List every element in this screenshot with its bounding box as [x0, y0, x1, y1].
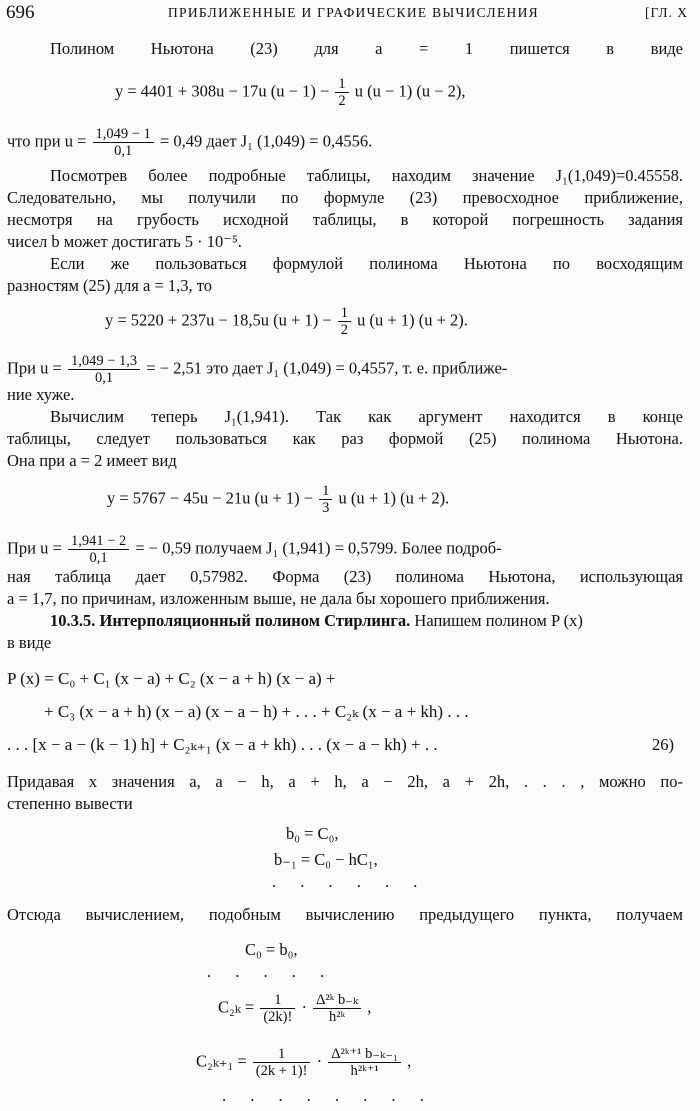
- comma: ,: [367, 997, 372, 1017]
- ellipsis-row: . . . . .: [207, 962, 335, 981]
- stirling-eq-line-3: . . . [x − a − (k − 1) h] + C₂ₖ₊₁ (x − a + kh) . . . (x − a − kh) + . .: [7, 735, 438, 754]
- running-header: [6, 2, 688, 24]
- equation-rhs: u (u − 1) (u − 2),: [354, 81, 466, 101]
- ellipsis-row: . . . . . .: [272, 872, 428, 891]
- fraction: [319, 483, 332, 516]
- fraction-numerator: 1: [338, 305, 351, 322]
- section-number: 10.3.5.: [50, 611, 96, 630]
- fraction-denominator: h²ᵏ⁺¹: [350, 1063, 379, 1079]
- equation-lhs: y = 4401 + 308u − 17u (u − 1) −: [115, 81, 330, 101]
- b0-equation: b₀ = C₀,: [286, 824, 339, 843]
- equation-rhs: u (u + 1) (u + 2).: [357, 310, 468, 330]
- fraction: [335, 76, 348, 109]
- section-heading: [50, 610, 583, 632]
- text-fragment: что при u =: [7, 131, 87, 151]
- text-fragment: = − 2,51 это дает J₁ (1,049) = 0,4557, т. е. приближе-: [146, 358, 508, 378]
- text-line: степенно вывести: [7, 794, 133, 813]
- fraction-denominator: (2k)!: [263, 1009, 293, 1025]
- text-line: Следовательно, мы получили по формуле (23) превосходное приближение,: [7, 188, 683, 207]
- fraction: [93, 126, 154, 159]
- fraction-denominator: (2k + 1)!: [255, 1063, 308, 1079]
- equation-newton-1: [115, 76, 466, 109]
- text-fragment: При u =: [7, 538, 62, 558]
- b-1-equation: b₋₁ = C₀ − hC₁,: [274, 850, 378, 869]
- fraction-denominator: 3: [322, 500, 330, 516]
- fraction-numerator: 1,049 − 1: [93, 126, 154, 143]
- stirling-eq-line-2: + C₃ (x − a + h) (x − a) (x − a − h) + . . . + C₂ₖ (x − a + kh) . . .: [44, 702, 469, 721]
- fraction-numerator: 1: [253, 1046, 311, 1063]
- fraction-numerator: 1: [319, 483, 332, 500]
- c2k1-equation: [196, 1046, 411, 1079]
- fraction-numerator: 1: [335, 76, 348, 93]
- ellipsis-row: . . . . . . . .: [222, 1086, 434, 1105]
- text-line: несмотря на грубость исходной таблицы, в которой погрешность задания: [7, 210, 683, 229]
- fraction: [328, 1046, 401, 1079]
- text-fragment: При u =: [7, 358, 62, 378]
- equation-rhs: u (u + 1) (u + 2).: [338, 488, 450, 508]
- c2k-equation: [218, 992, 371, 1025]
- fraction: [260, 992, 295, 1025]
- fraction-numerator: Δ²ᵏ b₋ₖ: [313, 992, 361, 1009]
- chapter-label: [ГЛ. X: [645, 5, 688, 20]
- fraction: [68, 533, 129, 566]
- dot-operator: ·: [301, 997, 307, 1017]
- fraction-denominator: 2: [338, 93, 346, 109]
- text-line: Посмотрев более подробные таблицы, находим значение J₁(1,049)=0.45558.: [50, 166, 683, 185]
- text-line: таблицы, следует пользоваться как раз формой (25) полинома Ньютона.: [7, 429, 683, 448]
- equation-lhs: y = 5767 − 45u − 21u (u + 1) −: [107, 488, 314, 508]
- fraction-numerator: Δ²ᵏ⁺¹ b₋ₖ₋₁: [328, 1046, 401, 1063]
- stirling-eq-line-1: P (x) = C₀ + C₁ (x − a) + C₂ (x − a + h) (x − a) +: [7, 669, 336, 688]
- section-title: Интерполяционный полином Стирлинга.: [99, 611, 411, 630]
- u-substitution-3: [7, 533, 502, 566]
- text-line: Отсюда вычислением, подобным вычислению предыдущего пункта, получаем: [7, 905, 683, 924]
- text-fragment: = − 0,59 получаем J₁ (1,941) = 0,5799. Более подроб-: [135, 538, 502, 558]
- fraction-numerator: 1,049 − 1,3: [68, 353, 140, 370]
- fraction: [338, 305, 351, 338]
- equation-lhs: C₂ₖ₊₁ =: [196, 1051, 247, 1071]
- text-line: чисел b может достигать 5 · 10⁻⁵.: [7, 232, 242, 251]
- text-line: a = 1,7, по причинам, изложенным выше, не дала бы хорошего приближения.: [7, 589, 550, 608]
- fraction-denominator: 0,1: [114, 143, 133, 159]
- dot-operator: ·: [316, 1051, 323, 1071]
- text-line: Она при a = 2 имеет вид: [7, 451, 177, 470]
- fraction-numerator: 1,941 − 2: [68, 533, 129, 550]
- equation-newton-2: [105, 305, 468, 338]
- fraction: [313, 992, 361, 1025]
- text-line: ная таблица дает 0,57982. Форма (23) полинома Ньютона, использующая: [7, 567, 683, 586]
- comma: ,: [407, 1051, 412, 1071]
- text-line: в виде: [7, 633, 52, 652]
- u-substitution-1: [7, 126, 372, 159]
- equation-number: 26): [652, 735, 674, 754]
- fraction-denominator: 0,1: [89, 550, 108, 566]
- equation-newton-3: [107, 483, 449, 516]
- section-text: Напишем полином P (x): [414, 611, 583, 630]
- text-line: Придавая x значения a, a − h, a + h, a − 2h, a + 2h, . . . , можно по-: [7, 772, 683, 791]
- equation-lhs: C₂ₖ =: [218, 997, 255, 1017]
- page-number: 696: [6, 2, 35, 23]
- equation-lhs: y = 5220 + 237u − 18,5u (u + 1) −: [105, 310, 332, 330]
- text-fragment: = 0,49 дает J₁ (1,049) = 0,4556.: [159, 131, 373, 151]
- running-title: ПРИБЛИЖЕННЫЕ И ГРАФИЧЕСКИЕ ВЫЧИСЛЕНИЯ: [168, 5, 539, 20]
- fraction-denominator: h²ᵏ: [329, 1009, 346, 1025]
- fraction: [68, 353, 140, 386]
- u-substitution-2: [7, 353, 507, 386]
- text-line: разностям (25) для a = 1,3, то: [7, 276, 213, 295]
- fraction-denominator: 2: [340, 322, 349, 338]
- fraction-numerator: 1: [260, 992, 295, 1009]
- c0-equation: C₀ = b₀,: [245, 940, 298, 959]
- text-line: Вычислим теперь J₁(1,941). Так как аргумент находится в конце: [50, 407, 683, 426]
- text-line: ние хуже.: [7, 385, 75, 404]
- text-line: Полином Ньютона (23) для a = 1 пишется в виде: [50, 39, 683, 58]
- fraction: [253, 1046, 311, 1079]
- fraction-denominator: 0,1: [94, 370, 114, 386]
- text-line: Если же пользоваться формулой полинома Ньютона по восходящим: [50, 254, 683, 273]
